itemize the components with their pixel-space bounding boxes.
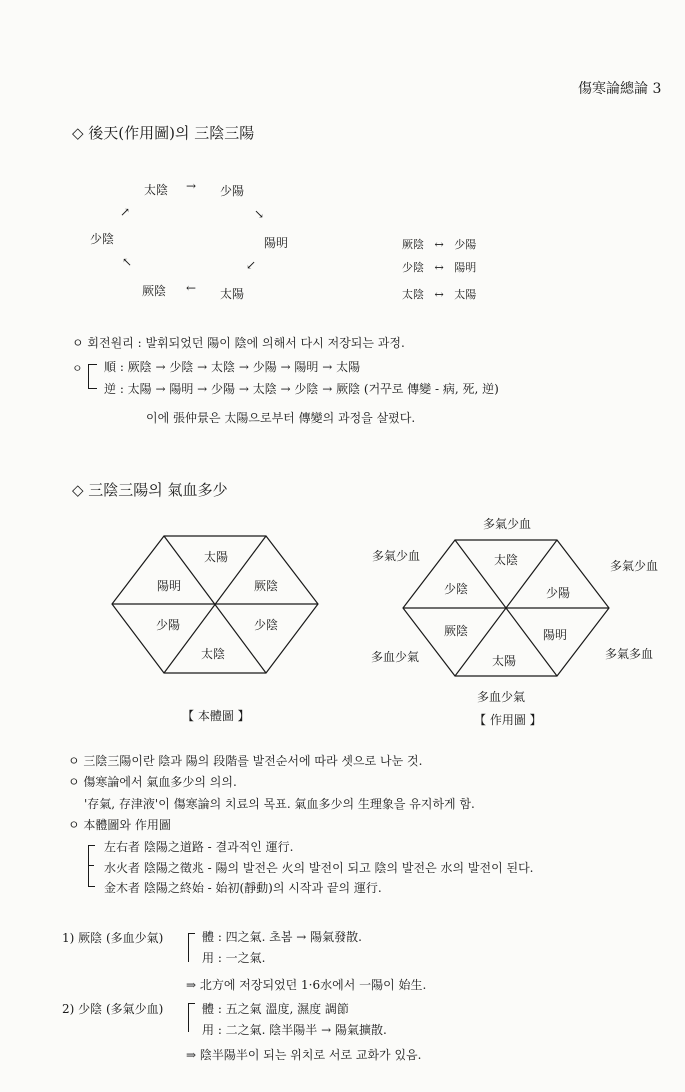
page-number: 3 — [652, 81, 662, 97]
cycle-top-right: 少陽 — [220, 184, 245, 198]
double-arrow-icon: ↔ — [434, 288, 444, 301]
arrow-southeast-icon: ↘ — [254, 207, 265, 221]
relations-bracket — [88, 845, 95, 887]
item-use: 用 : 二之氣. 陰半陽半 → 陽氣擴散. — [202, 1023, 387, 1037]
pair-a: 少陰 — [402, 261, 424, 274]
hex-left-cell: 太陰 — [201, 647, 226, 661]
hex-right-cell: 太陰 — [494, 553, 519, 567]
order-bullet: ㅇ — [72, 362, 83, 375]
hex-right-cell: 少陰 — [444, 582, 469, 596]
arrow-northeast-icon: ↗ — [120, 205, 131, 219]
hex-left-caption: 【 本體圖 】 — [182, 709, 250, 723]
arrow-southwest-icon: ↙ — [246, 258, 257, 272]
order-forward: 順 : 厥陰 → 少陰 → 太陰 → 少陽 → 陽明 → 太陽 — [104, 360, 361, 374]
cycle-bottom-right: 太陽 — [220, 287, 245, 301]
item-use: 用 : 一之氣. — [202, 951, 266, 965]
cycle-top-left: 太陰 — [144, 183, 169, 197]
pair-b: 陽明 — [454, 261, 477, 274]
item-note: ⇒ 北方에 저장되었던 1·6水에서 一陽이 始生. — [186, 978, 427, 992]
cycle-right: 陽明 — [264, 236, 289, 250]
section2-title: ◇ 三陰三陽의 氣血多少 — [72, 481, 228, 499]
bullet-line: ㅇ 傷寒論에서 氣血多少의 의의. — [68, 775, 237, 789]
hex-right-outer-lower-left: 多血少氣 — [371, 650, 420, 664]
hex-left-cell: 陽明 — [157, 579, 182, 593]
hex-right-caption: 【 作用圖 】 — [474, 713, 542, 727]
hex-left-cell: 少陰 — [254, 618, 279, 632]
section1-note: 이에 張仲景은 太陽으로부터 傳變의 과정을 살폈다. — [146, 411, 416, 425]
relation-line: 金木者 陰陽之終始 - 始初(靜動)의 시작과 끝의 運行. — [104, 881, 382, 895]
item-bracket — [188, 933, 195, 962]
item-label: 2) 少陰 (多氣少血) — [62, 1002, 164, 1016]
relation-line: 水火者 陰陽之徵兆 - 陽의 발전은 火의 발전이 되고 陰의 발전은 水의 발전이 된다. — [104, 861, 534, 875]
item-note: ⇒ 陰半陽半이 되는 위치로 서로 교화가 있음. — [186, 1048, 422, 1062]
bullet-line: ㅇ 三陰三陽이란 陰과 陽의 段階를 발전순서에 따라 셋으로 나눈 것. — [68, 754, 423, 768]
pair-a: 厥陰 — [402, 238, 424, 251]
order-reverse: 逆 : 太陽 → 陽明 → 少陽 → 太陰 → 少陰 → 厥陰 (거꾸로 傳變 - 病, 死, 逆) — [104, 382, 499, 396]
header-title: 傷寒論總論 — [578, 81, 648, 97]
double-arrow-icon: ↔ — [434, 238, 444, 251]
arrow-northwest-icon: ↖ — [122, 255, 133, 269]
hex-right-cell: 少陽 — [546, 586, 571, 600]
hex-left-cell: 太陽 — [204, 550, 229, 564]
hex-right-outer-top: 多氣少血 — [483, 517, 532, 531]
section1-title: ◇ 後天(作用圖)의 三陰三陽 — [72, 124, 255, 142]
relations-bracket-mid — [88, 865, 94, 866]
double-arrow-icon: ↔ — [434, 261, 444, 274]
item-body: 體 : 五之氣 溫度, 濕度 調節 — [202, 1002, 349, 1016]
hex-left-cell: 厥陰 — [254, 579, 279, 593]
pair-b: 少陽 — [454, 238, 477, 251]
cycle-bottom-left: 厥陰 — [142, 284, 167, 298]
rotation-principle: ㅇ 회전원리 : 발휘되었던 陽이 陰에 의해서 다시 저장되는 과정. — [72, 336, 405, 350]
pair-a: 太陰 — [402, 288, 424, 301]
hex-right-outer-lower-right: 多氣多血 — [605, 647, 654, 661]
arrow-left-icon: ← — [186, 281, 197, 295]
bullet-line: ㅇ 本體圖와 作用圖 — [68, 818, 171, 832]
hex-right-cell: 厥陰 — [444, 624, 469, 638]
relation-line: 左右者 陰陽之道路 - 결과적인 運行. — [104, 840, 294, 854]
item-body: 體 : 四之氣. 초봄 → 陽氣發散. — [202, 930, 362, 944]
cycle-left: 少陰 — [90, 232, 115, 246]
bullet-line: '存氣, 存津液'이 傷寒論의 치료의 목표. 氣血多少의 生理象을 유지하게 함. — [84, 797, 475, 811]
hex-right-outer-bottom: 多血少氣 — [477, 690, 526, 704]
pair-b: 太陽 — [454, 288, 477, 301]
arrow-right-icon: → — [186, 179, 197, 193]
item-label: 1) 厥陰 (多血少氣) — [62, 931, 164, 945]
hex-right-cell: 太陽 — [492, 654, 517, 668]
hex-right-cell: 陽明 — [543, 628, 568, 642]
item-bracket — [188, 1003, 195, 1032]
hex-right-outer-upper-left: 多氣少血 — [372, 549, 421, 563]
hex-right-outer-upper-right: 多氣少血 — [610, 559, 659, 573]
hex-left-cell: 少陽 — [156, 618, 181, 632]
